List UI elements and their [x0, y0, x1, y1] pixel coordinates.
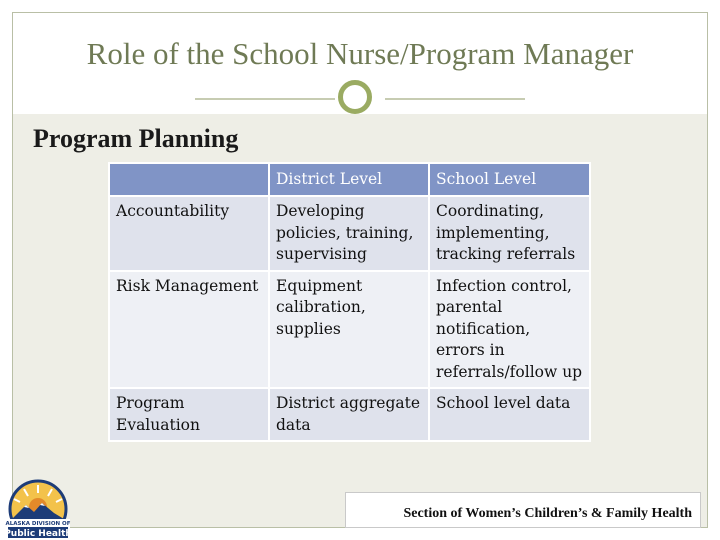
table-header-row: [109, 163, 590, 196]
table-cell: Equipment calibration, supplies: [269, 271, 429, 389]
public-health-logo-icon: [2, 479, 74, 539]
section-heading: Program Planning: [33, 124, 239, 153]
table-cell: District aggregate data: [269, 388, 429, 441]
table-cell: Risk Management: [109, 271, 269, 389]
table-header-cell: [109, 163, 269, 196]
table-cell: Program Evaluation: [109, 388, 269, 441]
slide-title: Role of the School Nurse/Program Manager: [86, 36, 634, 71]
title-divider-right: [385, 98, 525, 100]
footer-box: [345, 492, 701, 528]
table-cell: Infection control, parental notification, errors in referrals/follow up: [429, 271, 590, 389]
table-cell: Accountability: [109, 196, 269, 271]
table-cell: Coordinating, implementing, tracking referrals: [429, 196, 590, 271]
divider-ring-icon: [338, 80, 372, 114]
table-row: [109, 388, 590, 441]
title-divider-left: [195, 98, 335, 100]
logo-line-2: Public Health: [4, 529, 72, 539]
table-header-cell: District Level: [269, 163, 429, 196]
table-row: [109, 271, 590, 389]
table-row: [109, 196, 590, 271]
table-cell: School level data: [429, 388, 590, 441]
logo-line-1: ALASKA DIVISION OF: [5, 521, 71, 527]
table-header-cell: School Level: [429, 163, 590, 196]
program-planning-table: [108, 162, 591, 442]
footer-text: Section of Women’s Children’s & Family Health: [403, 506, 692, 521]
table-cell: Developing policies, training, supervising: [269, 196, 429, 271]
